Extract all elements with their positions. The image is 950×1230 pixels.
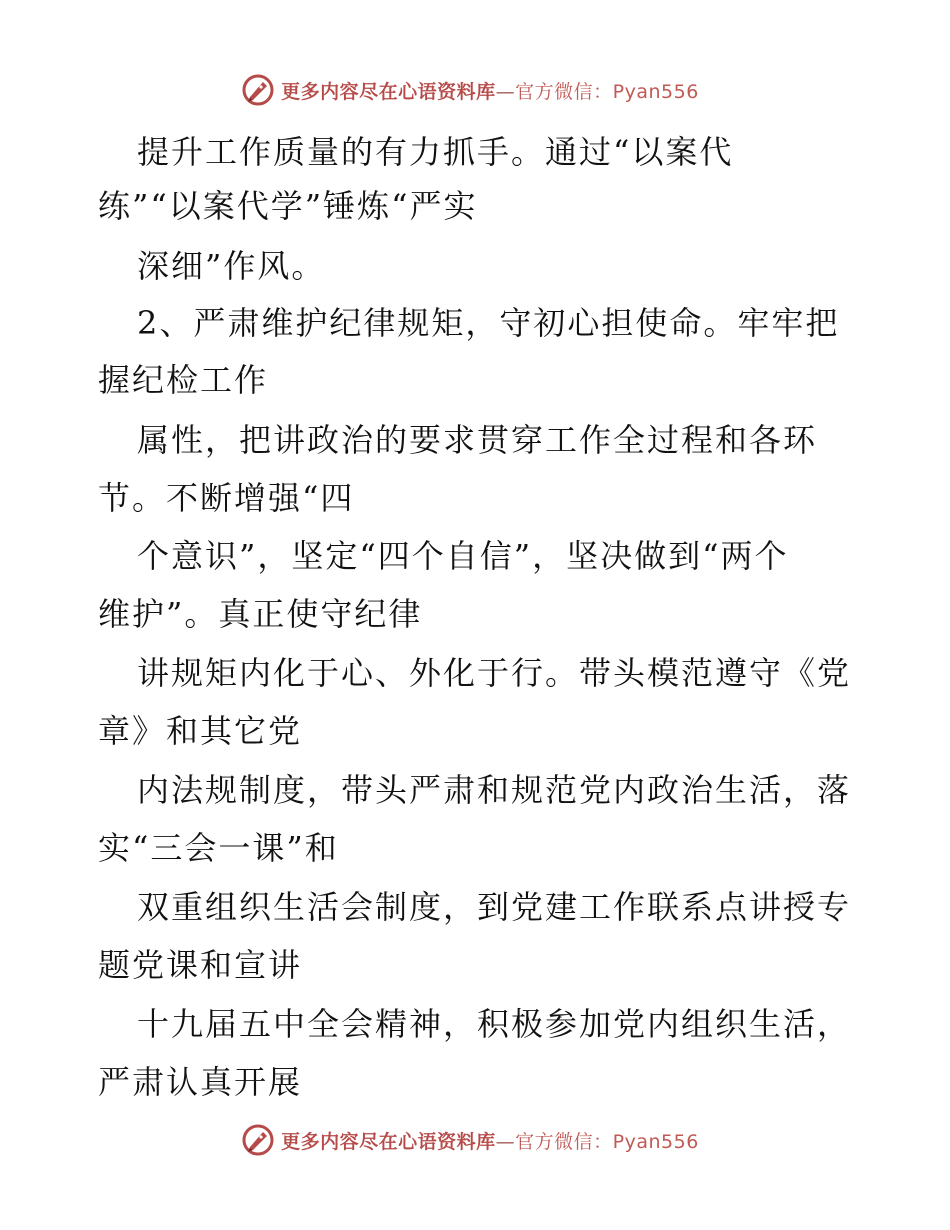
body-line: 维护”。真正使守纪律 xyxy=(98,595,423,633)
body-line: 内法规制度，带头严肃和规范党内政治生活，落 xyxy=(137,771,852,809)
body-line: 题党课和宣讲 xyxy=(98,946,303,984)
header-banner-inner xyxy=(241,73,699,107)
body-line: 章》和其它党 xyxy=(98,712,303,750)
footer-contact: 官方微信：Pyan556 xyxy=(515,1130,699,1153)
footer-banner xyxy=(0,1120,950,1160)
footer-brand: 更多内容尽在心语资料库 xyxy=(281,1130,496,1153)
footer-banner-inner xyxy=(241,1123,699,1157)
body-line: 双重组织生活会制度，到党建工作联系点讲授专 xyxy=(137,888,852,926)
body-line: 属性，把讲政治的要求贯穿工作全过程和各环 xyxy=(137,421,818,459)
header-brand: 更多内容尽在心语资料库 xyxy=(281,80,496,103)
body-line: 2、严肃维护纪律规矩，守初心担使命。牢牢把 xyxy=(137,304,840,342)
body-line: 练”“以案代学”锤炼“严实 xyxy=(98,187,478,225)
header-banner-text xyxy=(281,77,699,104)
body-line: 提升工作质量的有力抓手。通过“以案代 xyxy=(137,133,734,171)
body-line: 十九届五中全会精神，积极参加党内组织生活， xyxy=(137,1005,852,1043)
body-line: 严肃认真开展 xyxy=(98,1063,303,1101)
footer-banner-text xyxy=(281,1127,699,1154)
header-contact: 官方微信：Pyan556 xyxy=(515,80,699,103)
body-line: 讲规矩内化于心、外化于行。带头模范遵守《党 xyxy=(137,654,852,692)
footer-separator: — xyxy=(495,1130,516,1153)
body-line: 握纪检工作 xyxy=(98,361,269,399)
body-line: 节。不断增强“四 xyxy=(98,479,355,517)
pen-nib-logo-icon xyxy=(241,73,275,107)
body-line: 实“三会一课”和 xyxy=(98,829,339,867)
body-line: 深细”作风。 xyxy=(137,247,326,285)
header-banner xyxy=(0,70,950,110)
body-line: 个意识”，坚定“四个自信”，坚决做到“两个 xyxy=(137,537,789,575)
pen-nib-logo-icon xyxy=(241,1123,275,1157)
header-separator: — xyxy=(495,80,516,103)
